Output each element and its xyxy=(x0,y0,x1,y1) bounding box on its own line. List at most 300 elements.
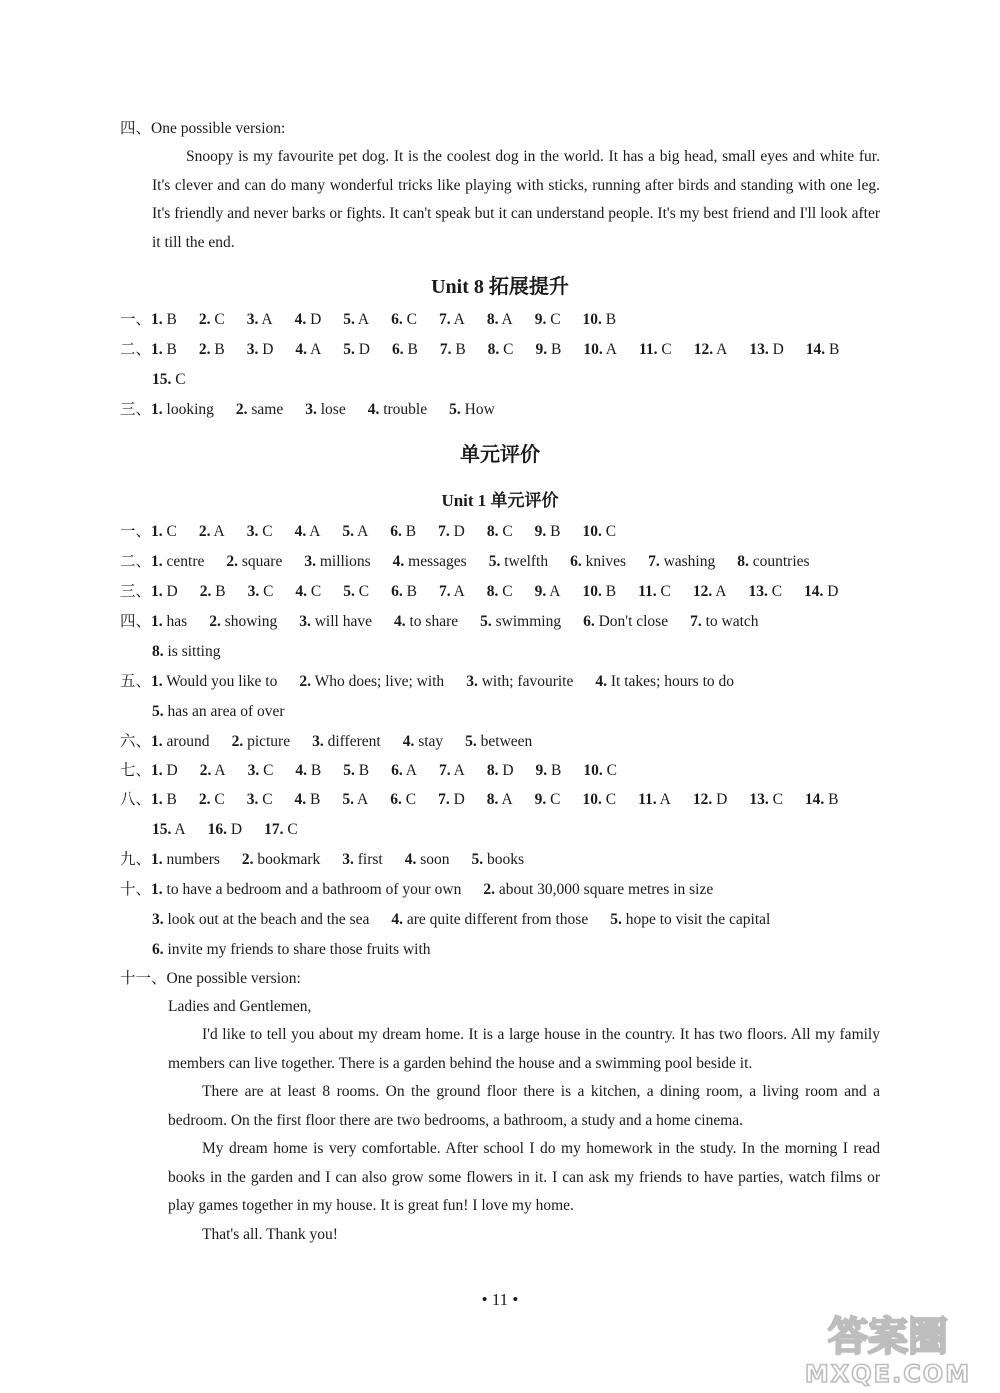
question-section-label: 十、 xyxy=(120,881,152,898)
answer-value: C xyxy=(502,583,513,600)
question-section-label: 二、 xyxy=(120,553,152,570)
answer-item xyxy=(151,672,277,692)
answer-value: D xyxy=(310,311,322,328)
answer-item xyxy=(232,732,291,752)
answer-number: 13. xyxy=(749,791,769,808)
answer-value: B xyxy=(310,791,321,808)
answer-item xyxy=(343,761,369,781)
answer-value: with; favourite xyxy=(481,673,574,690)
essay-paragraph: I'd like to tell you about my dream home. It is a large house in the country. It has two floors. All my family members can live together. There is a garden behind the house and a swimming pool beside it. xyxy=(168,1026,880,1072)
answer-number: 3. xyxy=(246,791,259,808)
u1-row-yi xyxy=(120,522,638,542)
answer-item xyxy=(693,582,727,602)
answer-value: D xyxy=(453,523,465,540)
question-section-label: 六、 xyxy=(120,733,152,750)
answer-value: look out at the beach and the sea xyxy=(167,911,370,928)
answer-value: millions xyxy=(319,553,371,570)
answer-value: It takes; hours to do xyxy=(610,673,734,690)
answer-item xyxy=(199,522,225,542)
answer-number: 5. xyxy=(449,401,461,418)
answer-item xyxy=(299,672,444,692)
answer-item xyxy=(247,310,273,330)
answer-value: C xyxy=(550,791,561,808)
answer-number: 1. xyxy=(151,341,163,358)
answer-number: 11. xyxy=(638,341,658,358)
answer-item xyxy=(393,552,467,572)
answer-value: B xyxy=(605,311,617,328)
answer-item xyxy=(806,340,840,360)
question-section-label: 八、 xyxy=(120,791,152,808)
answer-value: C xyxy=(550,311,561,328)
answer-value: A xyxy=(309,523,321,540)
answer-value: B xyxy=(405,523,417,540)
answer-number: 6. xyxy=(391,341,404,358)
answer-value: C xyxy=(262,791,273,808)
answer-item xyxy=(152,642,220,662)
answer-number: 4. xyxy=(393,613,406,630)
answer-item xyxy=(200,582,226,602)
answer-item xyxy=(583,310,617,330)
answer-number: 10. xyxy=(582,523,602,540)
answer-number: 7. xyxy=(438,523,450,540)
question-section-label: 三、 xyxy=(120,401,152,418)
answer-number: 5. xyxy=(343,583,355,600)
answer-number: 6. xyxy=(583,613,595,630)
answer-number: 8. xyxy=(487,341,500,358)
answer-item xyxy=(342,790,368,810)
answer-item xyxy=(151,582,178,602)
answer-number: 4. xyxy=(294,311,307,328)
answer-item xyxy=(749,340,783,360)
answer-number: 2. xyxy=(199,762,212,779)
answer-number: 7. xyxy=(439,341,452,358)
answer-value: will have xyxy=(314,613,372,630)
answer-number: 1. xyxy=(151,523,163,540)
answer-value: A xyxy=(453,311,465,328)
answer-item xyxy=(487,790,513,810)
question-section-label: 三、 xyxy=(120,583,152,600)
answer-item xyxy=(151,522,177,542)
answer-number: 3. xyxy=(246,311,259,328)
answer-value: A xyxy=(501,791,513,808)
essay-paragraph: There are at least 8 rooms. On the ground floor there is a kitchen, a dining room, a living room and a bedroom. On the first floor there are two bedrooms, a bathroom, a study and a home cinema. xyxy=(168,1083,880,1129)
answer-item xyxy=(247,522,273,542)
answer-number: 4. xyxy=(295,762,308,779)
answer-item xyxy=(690,612,758,632)
answer-item xyxy=(391,761,417,781)
answer-item xyxy=(242,850,320,870)
u1-row-ba xyxy=(120,790,861,810)
answer-number: 6. xyxy=(391,583,403,600)
answer-item xyxy=(439,582,465,602)
answer-number: 10. xyxy=(583,762,603,779)
answer-number: 1. xyxy=(151,673,163,690)
answer-number: 1. xyxy=(151,791,163,808)
answer-number: 8. xyxy=(486,311,499,328)
answer-item xyxy=(570,552,626,572)
answer-value: B xyxy=(166,341,177,358)
answer-item xyxy=(247,790,273,810)
answer-item xyxy=(209,612,277,632)
answer-number: 1. xyxy=(151,881,163,898)
answer-number: 8. xyxy=(737,553,749,570)
answer-item xyxy=(151,340,177,360)
answer-number: 1. xyxy=(151,553,163,570)
answer-item xyxy=(199,790,225,810)
answer-value: soon xyxy=(420,851,450,868)
answer-value: C xyxy=(287,821,298,838)
answer-item xyxy=(152,370,186,390)
answer-item xyxy=(583,612,668,632)
essay-paragraph: My dream home is very comfortable. After school I do my homework in the study. In the morning I read books in the garden and I can also grow some flowers in it. I can ask my friends to have parties, watch films or play games together in my house. It is great fun! I love my home. xyxy=(168,1140,880,1214)
answer-value: C xyxy=(166,523,177,540)
answer-value: C xyxy=(358,583,370,600)
answer-number: 3. xyxy=(312,733,324,750)
answer-value: B xyxy=(358,762,370,779)
answer-number: 6. xyxy=(391,311,403,328)
answer-item xyxy=(748,582,782,602)
answer-item xyxy=(535,522,561,542)
answer-item xyxy=(405,850,450,870)
answer-number: 1. xyxy=(151,733,163,750)
answer-number: 10. xyxy=(582,583,602,600)
answer-number: 14. xyxy=(804,791,825,808)
answer-item xyxy=(536,761,562,781)
answer-value: has xyxy=(166,613,188,630)
answer-item xyxy=(439,310,465,330)
answer-item xyxy=(295,522,321,542)
answer-value: C xyxy=(661,341,672,358)
answer-item xyxy=(151,552,204,572)
answer-value: around xyxy=(166,733,210,750)
answer-item xyxy=(295,761,321,781)
answer-number: 5. xyxy=(610,911,622,928)
answer-item xyxy=(638,790,671,810)
answer-item xyxy=(248,761,274,781)
answer-number: 2. xyxy=(235,401,248,418)
answer-number: 9. xyxy=(535,341,548,358)
question-section-label: 七、 xyxy=(120,762,152,779)
answer-number: 12. xyxy=(692,583,713,600)
question-section-label: 四、 xyxy=(120,613,152,630)
answer-item xyxy=(199,340,225,360)
answer-value: hope to visit the capital xyxy=(625,911,771,928)
answer-item xyxy=(595,672,734,692)
answer-number: 4. xyxy=(295,341,308,358)
answer-item xyxy=(391,582,417,602)
answer-number: 15. xyxy=(152,821,172,838)
answer-value: C xyxy=(502,523,513,540)
answer-item xyxy=(343,582,369,602)
answer-value: invite my friends to share those fruits with xyxy=(167,941,431,958)
answer-number: 7. xyxy=(648,553,660,570)
answer-item xyxy=(312,732,381,752)
answer-number: 10. xyxy=(582,791,602,808)
answer-item xyxy=(152,910,369,930)
answer-number: 8. xyxy=(152,643,164,660)
answer-number: 4. xyxy=(294,791,307,808)
answer-value: C xyxy=(605,523,617,540)
answer-value: looking xyxy=(166,401,214,418)
answer-value: twelfth xyxy=(504,553,549,570)
answer-item xyxy=(342,522,368,542)
question-section-label: 九、 xyxy=(120,851,152,868)
answer-number: 3. xyxy=(304,553,316,570)
answer-number: 5. xyxy=(471,851,484,868)
answer-item xyxy=(583,522,617,542)
answer-number: 5. xyxy=(152,703,164,720)
answer-value: D xyxy=(262,341,274,358)
answer-item xyxy=(248,582,274,602)
answer-value: C xyxy=(214,791,225,808)
answer-number: 8. xyxy=(486,791,499,808)
answer-number: 10. xyxy=(583,341,603,358)
u1-row-shi xyxy=(120,880,735,900)
answer-number: 7. xyxy=(690,613,702,630)
answer-value: B xyxy=(829,341,840,358)
answer-value: A xyxy=(405,762,417,779)
answer-item xyxy=(151,310,177,330)
answer-item xyxy=(208,820,242,840)
answer-value: C xyxy=(310,583,322,600)
question-section-label: 一、 xyxy=(120,523,152,540)
answer-value: has an area of over xyxy=(167,703,285,720)
answer-value: washing xyxy=(663,553,716,570)
answer-item xyxy=(438,790,465,810)
answer-item xyxy=(535,790,561,810)
essay-paragraph: That's all. Thank you! xyxy=(202,1225,338,1243)
answer-item xyxy=(151,850,220,870)
answer-value: between xyxy=(480,733,533,750)
answer-item xyxy=(247,340,274,360)
answer-item xyxy=(305,400,345,420)
answer-item xyxy=(583,790,617,810)
answer-number: 16. xyxy=(207,821,227,838)
answer-value: C xyxy=(605,791,617,808)
answer-number: 2. xyxy=(199,583,212,600)
answer-number: 4. xyxy=(295,583,308,600)
answer-item xyxy=(536,340,562,360)
answer-number: 6. xyxy=(152,941,164,958)
answer-item xyxy=(295,310,322,330)
answer-value: B xyxy=(828,791,839,808)
u1-row-si xyxy=(120,612,781,632)
answer-number: 4. xyxy=(404,851,417,868)
answer-number: 6. xyxy=(390,523,402,540)
answer-number: 5. xyxy=(480,613,492,630)
answer-value: B xyxy=(407,341,418,358)
answer-item xyxy=(368,400,427,420)
answer-item xyxy=(439,761,465,781)
answer-value: showing xyxy=(224,613,278,630)
answer-value: D xyxy=(358,341,370,358)
answer-item xyxy=(487,522,513,542)
answer-value: B xyxy=(455,341,466,358)
answer-item xyxy=(299,612,372,632)
answer-value: is sitting xyxy=(167,643,221,660)
answer-item xyxy=(295,582,321,602)
answer-value: C xyxy=(406,311,417,328)
answer-number: 3. xyxy=(246,523,259,540)
answer-value: same xyxy=(251,401,284,418)
answer-value: messages xyxy=(408,553,467,570)
u8-row-san xyxy=(120,400,517,420)
answer-item xyxy=(226,552,282,572)
question-section-label: 一、 xyxy=(120,311,152,328)
answer-item xyxy=(489,552,548,572)
answer-item xyxy=(304,552,370,572)
answer-value: A xyxy=(453,583,465,600)
answer-value: stay xyxy=(418,733,444,750)
answer-item xyxy=(535,310,561,330)
answer-value: B xyxy=(406,583,417,600)
answer-number: 4. xyxy=(595,673,607,690)
u1-row-er xyxy=(120,552,832,572)
answer-value: C xyxy=(772,791,783,808)
answer-value: C xyxy=(175,371,186,388)
essay-dream-home xyxy=(168,1021,880,1249)
answer-number: 10. xyxy=(582,311,602,328)
answer-item xyxy=(749,790,783,810)
answer-item xyxy=(392,340,418,360)
answer-item xyxy=(693,790,727,810)
answer-value: A xyxy=(357,523,369,540)
unit1-title: Unit 1 单元评价 xyxy=(441,491,559,510)
answer-value: Who does; live; with xyxy=(314,673,445,690)
answer-number: 13. xyxy=(749,341,769,358)
answer-value: A xyxy=(310,341,322,358)
watermark-icon xyxy=(786,1308,990,1388)
answer-value: A xyxy=(549,583,561,600)
answer-number: 4. xyxy=(367,401,380,418)
answer-item xyxy=(390,790,416,810)
answer-item xyxy=(342,850,382,870)
answer-item xyxy=(390,522,416,542)
page-number: • 11 • xyxy=(481,1290,519,1309)
answer-value: B xyxy=(166,311,177,328)
u1-row-wu xyxy=(120,672,756,692)
answer-value: C xyxy=(263,762,274,779)
answer-value: C xyxy=(660,583,671,600)
answer-number: 2. xyxy=(299,673,311,690)
answer-number: 15. xyxy=(152,371,172,388)
answer-item xyxy=(152,820,186,840)
answer-number: 9. xyxy=(534,583,547,600)
answer-item xyxy=(440,340,466,360)
answer-value: D xyxy=(772,341,784,358)
answer-number: 2. xyxy=(226,553,238,570)
answer-number: 1. xyxy=(151,311,163,328)
answer-number: 9. xyxy=(535,762,548,779)
answer-number: 6. xyxy=(391,762,403,779)
answer-value: C xyxy=(405,791,417,808)
answer-value: B xyxy=(214,341,225,358)
question-section-label: 五、 xyxy=(120,673,152,690)
answer-item xyxy=(236,400,283,420)
answer-number: 4. xyxy=(392,553,405,570)
answer-number: 2. xyxy=(241,851,254,868)
answer-number: 8. xyxy=(486,762,499,779)
u1-row-wu-cont xyxy=(152,702,307,722)
answer-item xyxy=(151,612,187,632)
section-11-heading: 十一、One possible version: xyxy=(120,970,301,987)
answer-number: 7. xyxy=(438,311,451,328)
answer-value: D xyxy=(230,821,243,838)
answer-number: 9. xyxy=(534,311,547,328)
answer-number: 2. xyxy=(198,341,211,358)
answer-item xyxy=(403,732,443,752)
answer-number: 1. xyxy=(151,851,163,868)
answer-number: 8. xyxy=(486,583,499,600)
answer-value: B xyxy=(551,762,562,779)
answer-value: trouble xyxy=(383,401,428,418)
answer-number: 7. xyxy=(438,791,450,808)
answer-value: B xyxy=(550,523,561,540)
answer-item xyxy=(535,582,561,602)
answer-item xyxy=(737,552,809,572)
section-4-heading: 四、One possible version: xyxy=(120,120,286,137)
answer-number: 9. xyxy=(534,523,547,540)
answer-number: 3. xyxy=(305,401,317,418)
answer-value: A xyxy=(715,583,727,600)
answer-item xyxy=(391,310,417,330)
answer-value: How xyxy=(464,401,495,418)
answer-number: 11. xyxy=(638,791,657,808)
answer-item xyxy=(151,790,177,810)
answer-item xyxy=(610,910,770,930)
answer-item xyxy=(465,732,532,752)
answer-value: to share xyxy=(409,613,459,630)
answer-number: 2. xyxy=(198,523,211,540)
answer-value: C xyxy=(262,523,273,540)
answer-item xyxy=(805,790,839,810)
answer-value: C xyxy=(771,583,783,600)
answer-value: lose xyxy=(320,401,346,418)
answer-item xyxy=(583,582,617,602)
answer-number: 5. xyxy=(343,311,355,328)
answer-value: D xyxy=(827,583,839,600)
answer-value: books xyxy=(487,851,525,868)
answer-value: B xyxy=(605,583,617,600)
answer-number: 12. xyxy=(692,791,713,808)
answer-number: 13. xyxy=(748,583,768,600)
answer-value: D xyxy=(166,762,178,779)
answer-value: B xyxy=(215,583,226,600)
section-title: 单元评价 xyxy=(460,444,540,466)
answer-number: 7. xyxy=(438,762,451,779)
answer-number: 4. xyxy=(402,733,415,750)
answer-number: 3. xyxy=(152,911,164,928)
watermark-url: MXQE.COM xyxy=(804,1360,972,1388)
u1-row-qi xyxy=(120,761,639,781)
answer-number: 3. xyxy=(247,762,260,779)
answer-item xyxy=(466,672,573,692)
answer-number: 14. xyxy=(804,583,824,600)
watermark-text: 答案圈 xyxy=(828,1314,948,1360)
answer-item xyxy=(152,940,431,960)
answer-item xyxy=(487,310,513,330)
answer-value: D xyxy=(453,791,465,808)
answer-value: Don't close xyxy=(598,613,669,630)
answer-number: 3. xyxy=(246,341,259,358)
essay-greeting: Ladies and Gentlemen, xyxy=(168,998,312,1015)
answer-number: 9. xyxy=(534,791,547,808)
answer-number: 1. xyxy=(151,583,163,600)
answer-value: B xyxy=(166,791,177,808)
answer-item xyxy=(648,552,715,572)
answer-item xyxy=(264,820,298,840)
answer-value: D xyxy=(166,583,178,600)
